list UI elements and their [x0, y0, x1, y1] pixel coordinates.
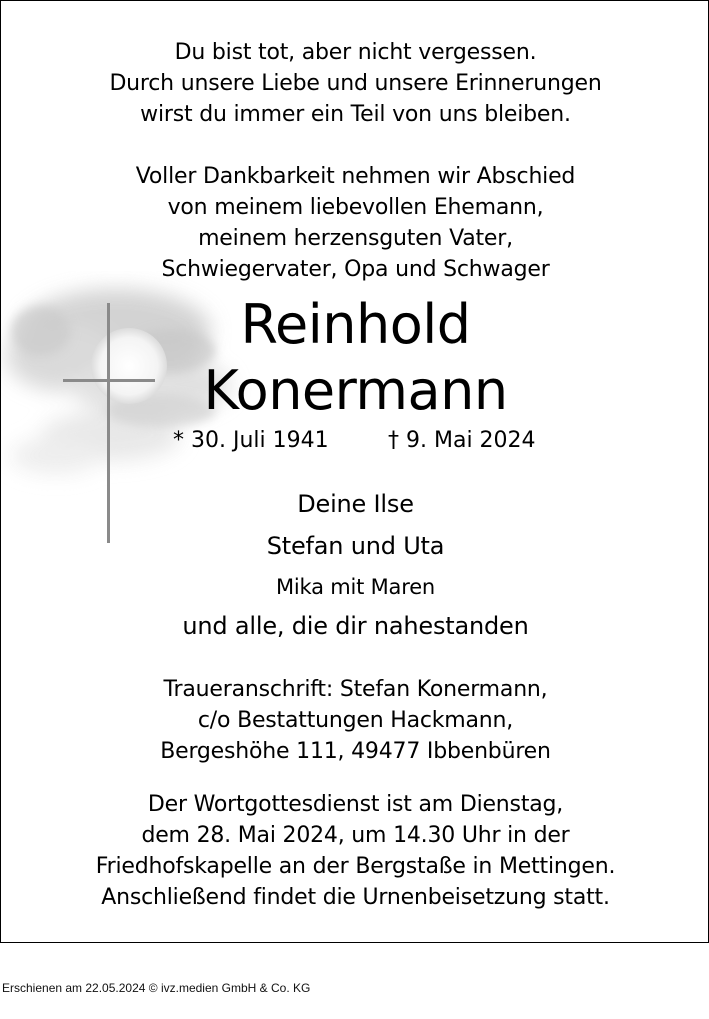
service-line-3: Friedhofskapelle an der Bergstaße in Mettingen.: [95, 854, 616, 879]
poem-line-3: wirst du immer ein Teil von uns bleiben.: [140, 102, 571, 127]
service-line-4: Anschließend findet die Urnenbeisetzung statt.: [101, 885, 610, 910]
mourner-line-3: Mika mit Maren: [275, 575, 436, 599]
mourner-line-1: Deine Ilse: [297, 490, 414, 518]
farewell-line-4: Schwiegervater, Opa und Schwager: [161, 257, 550, 282]
deceased-first-name: Reinhold: [240, 293, 471, 356]
service-line-2: dem 28. Mai 2024, um 14.30 Uhr in der: [141, 823, 570, 848]
poem-line-1: Du bist tot, aber nicht vergessen.: [174, 40, 537, 65]
deceased-last-name: Konermann: [203, 359, 508, 422]
farewell-line-1: Voller Dankbarkeit nehmen wir Abschied: [135, 164, 576, 189]
birth-date: * 30. Juli 1941: [173, 428, 329, 453]
mourner-line-2: Stefan und Uta: [266, 532, 445, 560]
farewell-line-3: meinem herzensguten Vater,: [198, 226, 513, 251]
death-date: † 9. Mai 2024: [388, 428, 536, 453]
address-line-1: Traueranschrift: Stefan Konermann,: [163, 677, 548, 702]
service-line-1: Der Wortgottesdienst ist am Dienstag,: [147, 792, 564, 817]
address-line-3: Bergeshöhe 111, 49477 Ibbenbüren: [160, 739, 551, 764]
farewell-line-2: von meinem liebevollen Ehemann,: [167, 195, 544, 220]
publication-footer: Erschienen am 22.05.2024 © ivz.medien GmbH & Co. KG: [2, 981, 311, 995]
address-line-2: c/o Bestattungen Hackmann,: [197, 708, 514, 733]
poem-line-2: Durch unsere Liebe und unsere Erinnerungen: [109, 71, 602, 96]
mourner-line-4: und alle, die dir nahestanden: [182, 612, 529, 640]
